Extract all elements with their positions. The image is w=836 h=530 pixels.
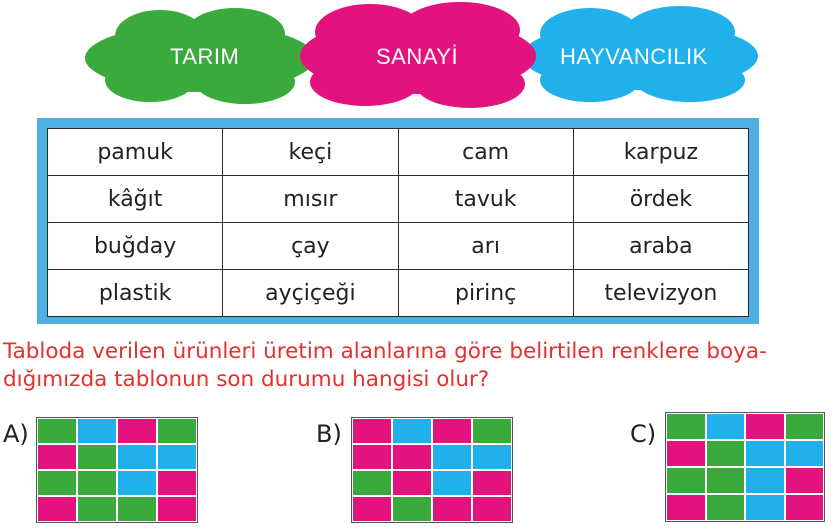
grid-cell-pink [785, 467, 825, 494]
product-table [47, 128, 749, 317]
table-row [48, 270, 749, 317]
grid-cell-blue [432, 444, 472, 470]
grid-cell-blue [117, 444, 157, 470]
grid-cell-pink [472, 470, 512, 496]
table-cell: ayçiçeği [223, 270, 398, 317]
grid-cell-pink [392, 444, 432, 470]
grid-cell-pink [666, 494, 706, 521]
table-row [48, 176, 749, 223]
grid-cell-blue [432, 470, 472, 496]
option-a-letter[interactable]: A) [3, 420, 29, 448]
table-row [48, 223, 749, 270]
grid-cell-green [706, 494, 746, 521]
grid-cell-pink [352, 418, 392, 444]
table-cell: cam [398, 129, 573, 176]
table-cell: kâğıt [48, 176, 223, 223]
grid-cell-green [117, 496, 157, 522]
grid-cell-green [666, 413, 706, 440]
grid-cell-green [37, 418, 77, 444]
grid-cell-pink [157, 470, 197, 496]
grid-cell-green [77, 444, 117, 470]
grid-cell-pink [37, 444, 77, 470]
grid-cell-pink [745, 413, 785, 440]
grid-cell-green [37, 470, 77, 496]
grid-cell-green [666, 467, 706, 494]
grid-cell-blue [77, 418, 117, 444]
table-cell: pirinç [398, 270, 573, 317]
grid-cell-pink [117, 418, 157, 444]
grid-cell-pink [432, 496, 472, 522]
option-c-letter[interactable]: C) [630, 420, 657, 448]
option-b-grid[interactable] [351, 417, 513, 523]
table-cell: karpuz [573, 129, 748, 176]
grid-cell-pink [352, 496, 392, 522]
grid-cell-blue [745, 467, 785, 494]
grid-cell-green [785, 413, 825, 440]
table-cell: pamuk [48, 129, 223, 176]
table-cell: tavuk [398, 176, 573, 223]
grid-cell-blue [745, 494, 785, 521]
grid-cell-green [352, 470, 392, 496]
grid-cell-green [392, 496, 432, 522]
table-cell: keçi [223, 129, 398, 176]
grid-cell-blue [706, 413, 746, 440]
table-cell: plastik [48, 270, 223, 317]
grid-cell-blue [745, 440, 785, 467]
question-line-2: dığımızda tablonun son durumu hangisi olur? [3, 367, 490, 392]
grid-cell-green [706, 467, 746, 494]
tarim-label: TARIM [170, 44, 240, 69]
question-text [3, 338, 833, 394]
question-line-1: Tabloda verilen ürünleri üretim alanlarına göre belirtilen renklere boya- [3, 339, 767, 364]
grid-cell-pink [157, 496, 197, 522]
grid-cell-pink [37, 496, 77, 522]
table-cell: televizyon [573, 270, 748, 317]
grid-cell-blue [392, 418, 432, 444]
option-a-grid[interactable] [36, 417, 198, 523]
grid-cell-green [77, 496, 117, 522]
grid-cell-green [77, 470, 117, 496]
sanayi-label: SANAYİ [376, 44, 459, 69]
table-cell: mısır [223, 176, 398, 223]
grid-cell-blue [785, 440, 825, 467]
grid-cell-pink [432, 418, 472, 444]
table-cell: ördek [573, 176, 748, 223]
table-cell: araba [573, 223, 748, 270]
option-b-letter[interactable]: B) [316, 420, 342, 448]
grid-cell-green [157, 418, 197, 444]
product-table-frame [37, 118, 759, 324]
grid-cell-green [706, 440, 746, 467]
hayvancilik-label: HAYVANCILIK [560, 44, 708, 69]
grid-cell-blue [157, 444, 197, 470]
grid-cell-green [472, 418, 512, 444]
grid-cell-pink [472, 496, 512, 522]
table-row [48, 129, 749, 176]
grid-cell-pink [392, 470, 432, 496]
grid-cell-pink [785, 494, 825, 521]
table-cell: arı [398, 223, 573, 270]
option-c-grid[interactable] [665, 412, 825, 522]
grid-cell-pink [666, 440, 706, 467]
grid-cell-blue [117, 470, 157, 496]
table-cell: buğday [48, 223, 223, 270]
table-cell: çay [223, 223, 398, 270]
grid-cell-pink [352, 444, 392, 470]
grid-cell-blue [472, 444, 512, 470]
